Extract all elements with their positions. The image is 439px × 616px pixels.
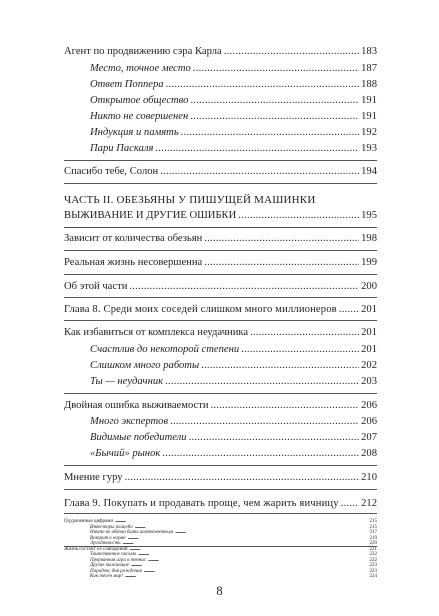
toc-entry-title: Счастлив до некоторой степени	[90, 344, 240, 355]
toc-entry-title: Много экспертов	[90, 416, 169, 427]
dot-leader	[204, 255, 359, 271]
toc-entry-page: 199	[361, 257, 377, 268]
toc-subentry	[90, 574, 377, 580]
toc-subentry	[90, 446, 377, 462]
toc-entry-page: 194	[361, 166, 377, 177]
toc-entry-title: Жизнь состоит из совпадений	[64, 546, 128, 552]
toc-entry-title: Одураченные цифрами	[64, 519, 114, 524]
toc-entry-page: 191	[361, 111, 377, 122]
toc-entry	[64, 255, 377, 271]
toc-entry-page: 215	[369, 524, 377, 530]
dot-leader	[165, 374, 359, 390]
toc-entry-title: Как тесен мир!	[90, 574, 124, 580]
chapter-heading	[64, 496, 377, 512]
chapter-title: Глава 8. Среди моих соседей слишком много миллионеров	[64, 304, 337, 315]
toc-entry-title: Агент по продвижению сэра Карла	[64, 46, 222, 57]
toc-entry-page: 217	[369, 530, 377, 536]
toc-subentry	[90, 374, 377, 390]
dot-leader	[160, 164, 359, 180]
toc-entry-page: 208	[361, 448, 377, 459]
toc-entry-title: Парадокс дня рождения	[90, 568, 142, 574]
toc-entry-title: Ты — неудачник	[90, 376, 164, 387]
toc-entry-page: 223	[369, 563, 377, 569]
toc-entry	[64, 279, 377, 295]
toc-entry-page: 192	[361, 127, 377, 138]
chapter-title: Глава 9. Покупать и продавать проще, чем жарить яичницу	[64, 498, 339, 509]
dot-leader	[204, 231, 359, 247]
toc-entry-title: Реальная жизнь несовершенна	[64, 257, 203, 268]
dot-leader	[155, 141, 359, 157]
part-heading-line2: ВЫЖИВАНИЕ И ДРУГИЕ ОШИБКИ	[64, 210, 237, 221]
toc-entry-page: 201	[361, 344, 377, 355]
toc-entry-title: Другие выжившие	[90, 563, 130, 569]
toc-entry-page: 188	[361, 79, 377, 90]
part-heading	[64, 208, 377, 224]
dot-leader	[241, 342, 359, 358]
toc-entry-title: Возврат к норме	[90, 535, 126, 541]
dot-leader	[341, 496, 359, 512]
divider	[64, 250, 377, 251]
toc-entry-title: Слишком много работы	[90, 360, 200, 371]
toc-subentry	[90, 342, 377, 358]
toc-entry-title: Об этой части	[64, 281, 128, 292]
dot-leader	[211, 398, 360, 414]
toc-entry-page: 222	[369, 552, 377, 558]
toc-entry-title: Место, точное место	[90, 63, 191, 74]
divider	[64, 393, 377, 394]
toc-entry-page: 203	[361, 376, 377, 387]
dot-leader	[189, 430, 360, 446]
toc-entry-title: Прерванная игра в теннис	[90, 557, 146, 563]
toc-entry-title: Индукция и память	[90, 127, 179, 138]
toc-entry-page: 206	[361, 400, 377, 411]
toc-entry-title: Никто не совершенен	[90, 111, 189, 122]
toc-entry-page: 224	[369, 574, 377, 580]
toc-subentry	[90, 93, 377, 109]
dot-leader	[125, 470, 360, 486]
dot-leader	[224, 44, 359, 60]
toc-subentry	[90, 430, 377, 446]
toc-entry-title: Как избавиться от комплекса неудачника	[64, 327, 249, 338]
toc-entry-page: 201	[361, 327, 377, 338]
dot-leader	[250, 325, 359, 341]
divider	[64, 489, 377, 490]
toc-entry	[64, 470, 377, 486]
toc-entry-page: 210	[361, 472, 377, 483]
divider	[64, 227, 377, 228]
dot-leader	[125, 574, 367, 580]
toc-entry-page: 207	[361, 432, 377, 443]
toc-entry-page: 198	[361, 233, 377, 244]
dot-leader	[238, 208, 359, 224]
page-number: 8	[216, 584, 223, 598]
toc-entry	[64, 398, 377, 414]
toc-entry-title: Открытое общество	[90, 95, 189, 106]
toc-entry	[64, 44, 377, 60]
toc-entry-title: «Бычий» рынок	[90, 448, 161, 459]
divider	[64, 320, 377, 321]
divider	[64, 183, 377, 184]
divider	[64, 465, 377, 466]
toc-entry-page: 202	[361, 360, 377, 371]
divider	[64, 274, 377, 275]
toc-entry	[64, 231, 377, 247]
toc-entry-page: 187	[361, 63, 377, 74]
toc-entry-page: 201	[361, 304, 377, 315]
dot-leader	[170, 414, 359, 430]
toc-subentry	[90, 414, 377, 430]
toc-entry-title: Мнение гуру	[64, 472, 123, 483]
toc-subentry	[90, 141, 377, 157]
toc-subentry	[90, 109, 377, 125]
toc-entry	[64, 164, 377, 180]
dot-leader	[162, 446, 359, 462]
dot-leader	[166, 77, 360, 93]
dot-leader	[190, 109, 359, 125]
toc-entry-page: 215	[369, 519, 377, 524]
toc-entry	[64, 325, 377, 341]
toc-entry-title: Спасибо тебе, Солон	[64, 166, 159, 177]
toc-subentry	[90, 61, 377, 77]
toc-entry-title: Видимые победители	[90, 432, 187, 443]
toc-entry-page: 200	[361, 281, 377, 292]
divider	[64, 513, 377, 514]
toc-entry-page: 212	[361, 498, 377, 509]
divider	[64, 297, 377, 298]
dot-leader	[190, 93, 359, 109]
toc-entry-title: Ответ Поппера	[90, 79, 164, 90]
toc-entry-title: Инвесторы плацебо	[90, 524, 133, 530]
chapter-heading	[64, 302, 377, 318]
toc-entry-title: Пари Паскаля	[90, 143, 154, 154]
toc-entry-page: 193	[361, 143, 377, 154]
toc-entry-page: 183	[361, 46, 377, 57]
toc-subentry	[90, 358, 377, 374]
toc-entry-title: Никто не обязан быть компетентным	[90, 530, 174, 536]
dot-leader	[339, 302, 359, 318]
dot-leader	[129, 279, 359, 295]
dot-leader	[181, 125, 359, 141]
dot-leader	[193, 61, 359, 77]
toc-entry-page: 219	[369, 535, 377, 541]
toc-entry-title: Эргодичность	[90, 541, 121, 547]
toc-entry-page: 206	[361, 416, 377, 427]
toc-entry-title: Двойная ошибка выживаемости	[64, 400, 209, 411]
dot-leader	[201, 358, 359, 374]
toc-subentry	[90, 125, 377, 141]
toc-entry-page: 220	[369, 541, 377, 547]
toc-entry-page: 191	[361, 95, 377, 106]
part-heading-line1: ЧАСТЬ II. ОБЕЗЬЯНЫ У ПИШУЩЕЙ МАШИНКИ	[64, 194, 316, 206]
toc-entry-page: 195	[361, 210, 377, 221]
toc-entry-page: 223	[369, 568, 377, 574]
toc-entry-title: Таинственное письмо	[90, 552, 137, 558]
toc-entry-page: 222	[369, 557, 377, 563]
toc-entry-title: Зависит от количества обезьян	[64, 233, 203, 244]
divider	[64, 160, 377, 161]
toc-entry-page: 221	[369, 546, 377, 552]
toc-subentry	[90, 77, 377, 93]
